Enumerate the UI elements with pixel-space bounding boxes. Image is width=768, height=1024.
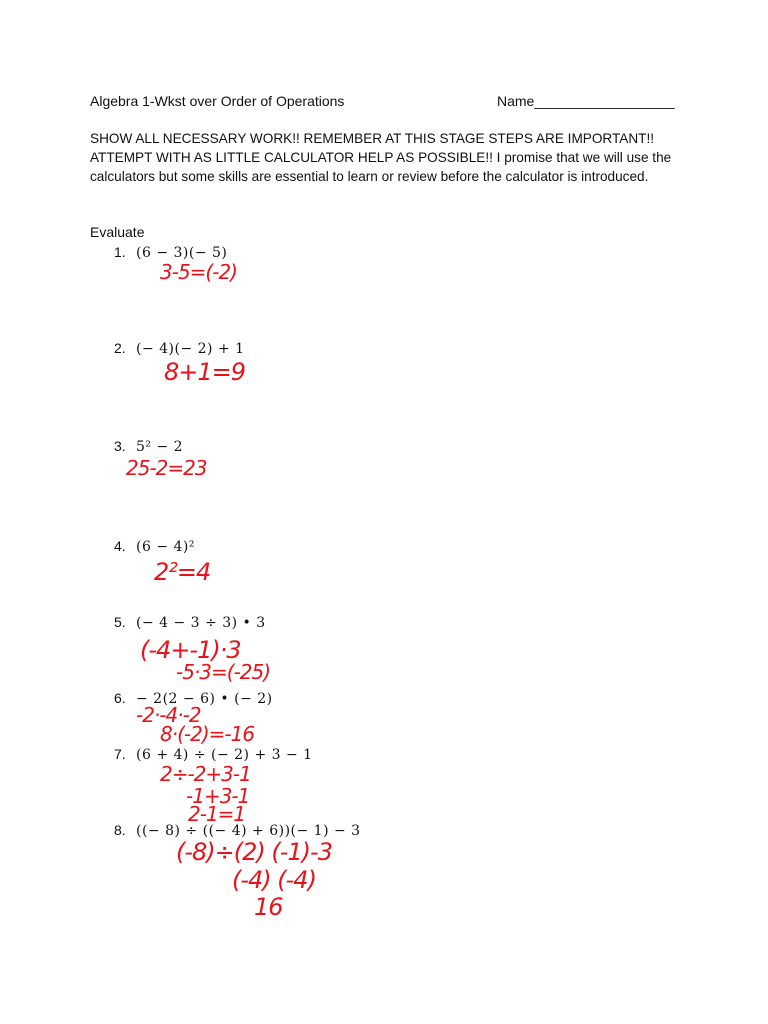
- handwritten-work: (-4+-1)·3: [140, 636, 241, 664]
- problem-expression: (− 4)(− 2) + 1: [136, 341, 245, 357]
- problem-expression: (6 − 4)²: [136, 539, 195, 555]
- handwritten-work: -5·3=(-25): [176, 660, 271, 684]
- problem-2: [114, 340, 245, 357]
- section-label: Evaluate: [90, 224, 145, 240]
- problem-number: 4.: [114, 538, 126, 554]
- handwritten-work: (-4) (-4): [232, 866, 316, 894]
- problem-number: 3.: [114, 438, 126, 454]
- handwritten-work: 8·(-2)=-16: [160, 722, 255, 746]
- problem-5: [114, 614, 266, 631]
- problem-4: [114, 538, 195, 555]
- handwritten-work: 2²=4: [154, 558, 211, 586]
- problem-expression: (6 − 3)(− 5): [136, 245, 228, 261]
- instructions-text: SHOW ALL NECESSARY WORK!! REMEMBER AT THIS STAGE STEPS ARE IMPORTANT!! ATTEMPT WITH AS LITTLE CALCULATOR HELP AS POSSIBLE!! I promise that we will use the calculators but some skills are essential to learn or review before the calculator is introduced.: [90, 131, 672, 184]
- handwritten-work: -2·-4·-2: [136, 703, 201, 727]
- handwritten-work: 2-1=1: [188, 802, 246, 826]
- handwritten-work: 16: [254, 893, 283, 921]
- worksheet-title: Algebra 1-Wkst over Order of Operations: [90, 93, 345, 109]
- handwritten-work: 25-2=23: [126, 456, 207, 480]
- problem-1: [114, 244, 227, 261]
- handwritten-work: 2÷-2+3-1: [160, 762, 251, 786]
- handwritten-work: 3-5=(-2): [160, 260, 237, 284]
- problem-expression: (− 4 − 3 ÷ 3) • 3: [136, 615, 266, 631]
- problem-expression: (6 + 4) ÷ (− 2) + 3 − 1: [136, 747, 313, 763]
- problem-number: 2.: [114, 340, 126, 356]
- handwritten-work: (-8)÷(2) (-1)-3: [176, 838, 332, 866]
- problem-number: 5.: [114, 614, 126, 630]
- handwritten-work: -1+3-1: [186, 784, 250, 808]
- problem-expression: ((− 8) ÷ ((− 4) + 6))(− 1) − 3: [136, 823, 361, 839]
- handwritten-work: 8+1=9: [164, 358, 246, 386]
- problem-number: 8.: [114, 822, 126, 838]
- problem-number: 7.: [114, 746, 126, 762]
- problem-number: 1.: [114, 244, 126, 260]
- name-field-label: Name__________________: [497, 93, 675, 109]
- problem-7: [114, 746, 313, 763]
- problem-expression: 5² − 2: [136, 439, 184, 455]
- problem-8: [114, 822, 361, 839]
- problem-number: 6.: [114, 690, 126, 706]
- problem-expression: − 2(2 − 6) • (− 2): [136, 691, 273, 707]
- problem-3: [114, 438, 183, 455]
